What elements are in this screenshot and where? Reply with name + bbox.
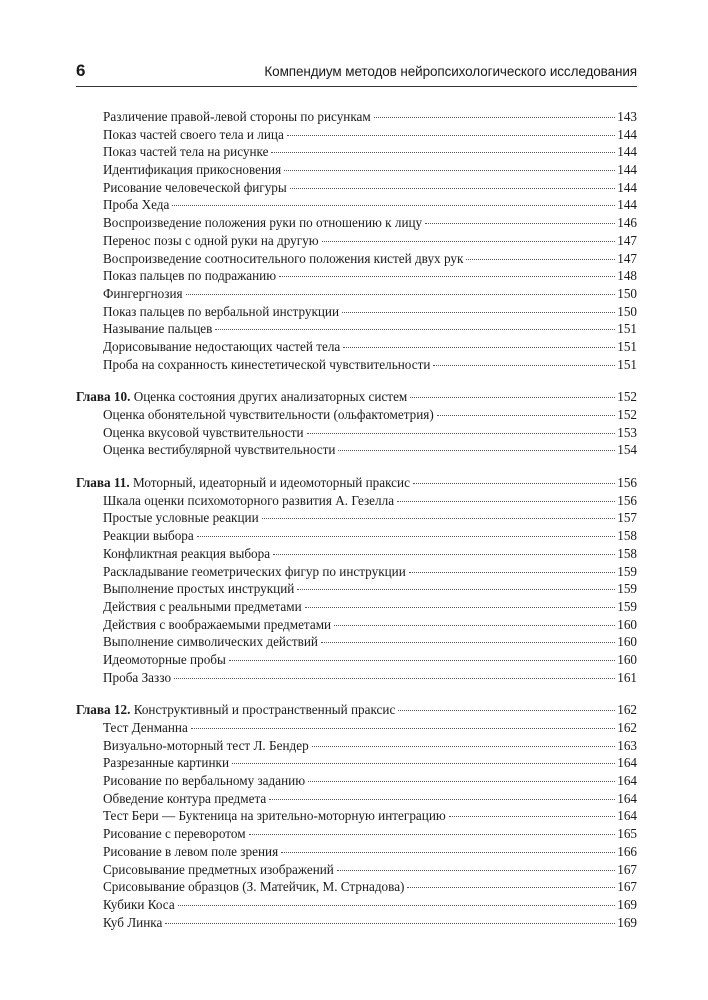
entry-title: Идеомоторные пробы: [103, 651, 226, 667]
dot-leader: [410, 397, 615, 398]
entry-title: Фингергнозия: [103, 285, 183, 301]
entry-page-number: 144: [617, 162, 637, 178]
page-number: 6: [76, 61, 86, 80]
entry-title: Разрезанные картинки: [103, 755, 230, 771]
entry-page-number: 162: [617, 720, 637, 735]
toc-entry[interactable]: [76, 108, 637, 126]
entry-title: Показ частей своего тела и лица: [103, 126, 284, 142]
toc-entry[interactable]: [76, 492, 637, 510]
dot-leader: [342, 312, 615, 313]
dot-leader: [409, 572, 615, 573]
entry-title: Идентификация прикосновения: [103, 162, 282, 178]
entry-title: Тест Бери — Буктеница на зрительно-моторную интеграцию: [103, 808, 446, 824]
chapter-heading: [76, 701, 395, 719]
toc-entry[interactable]: [76, 563, 637, 581]
toc-entry[interactable]: [76, 861, 637, 879]
toc-entry[interactable]: [76, 772, 637, 790]
entry-page-number: 151: [617, 338, 637, 354]
entry-title: Оценка обонятельной чувствительности (ольфактометрия): [103, 407, 434, 422]
toc-entry[interactable]: [76, 633, 637, 651]
chapter-page-number: 162: [617, 702, 637, 718]
dot-leader: [165, 923, 615, 924]
entry-title: Проба Хеда: [103, 197, 170, 213]
toc-entry[interactable]: [76, 807, 637, 825]
entry-title: Воспроизведение положения руки по отношению к лицу: [103, 215, 423, 231]
dot-leader: [297, 589, 615, 590]
entry-page-number: 154: [617, 442, 637, 458]
entry-page-number: 151: [617, 321, 637, 337]
entry-title: Рисование человеческой фигуры: [103, 179, 287, 195]
entry-page-number: 158: [617, 528, 637, 544]
toc-entry[interactable]: [76, 616, 637, 634]
chapter-heading: [76, 388, 407, 406]
entry-page-number: 147: [617, 232, 637, 248]
dot-leader: [273, 554, 615, 555]
entry-page-number: 156: [617, 492, 637, 508]
toc-entry[interactable]: [76, 214, 637, 232]
section-gap: [76, 373, 637, 388]
dot-leader: [322, 241, 616, 242]
toc-entry[interactable]: [76, 338, 637, 356]
chapter-entry[interactable]: [76, 701, 637, 719]
entry-title: Дорисовывание недостающих частей тела: [103, 338, 341, 354]
table-of-contents: [76, 108, 637, 931]
chapter-title: Конструктивный и пространственный праксис: [133, 702, 396, 718]
chapter-entry[interactable]: [76, 388, 637, 406]
entry-title: Обведение контура предмета: [103, 790, 267, 806]
entry-page-number: 163: [617, 737, 637, 753]
entry-title: Срисовывание предметных изображений: [103, 861, 334, 877]
toc-entry[interactable]: [76, 143, 637, 161]
dot-leader: [321, 642, 615, 643]
dot-leader: [191, 728, 615, 729]
toc-entry[interactable]: [76, 285, 637, 303]
toc-entry[interactable]: [76, 250, 637, 268]
toc-entry[interactable]: [76, 267, 637, 285]
dot-leader: [308, 781, 615, 782]
entry-title: Куб Линка: [103, 914, 163, 930]
dot-leader: [271, 152, 615, 153]
toc-entry[interactable]: [76, 406, 637, 424]
entry-page-number: 165: [617, 826, 637, 842]
entry-page-number: 147: [617, 250, 637, 266]
entry-title: Рисование в левом поле зрения: [103, 843, 279, 859]
toc-entry[interactable]: [76, 303, 637, 321]
entry-title: Называние пальцев: [103, 321, 213, 337]
dot-leader: [312, 746, 616, 747]
running-title: Компендиум методов нейропсихологического исследования: [264, 64, 637, 79]
dot-leader: [449, 816, 615, 817]
dot-leader: [172, 205, 615, 206]
entry-title: Оценка вкусовой чувствительности: [103, 424, 304, 440]
entry-page-number: 164: [617, 773, 637, 789]
entry-page-number: 164: [617, 808, 637, 824]
entry-page-number: 160: [617, 634, 637, 650]
dot-leader: [397, 501, 615, 502]
entry-title: Реакции выбора: [103, 528, 194, 544]
entry-title: Срисовывание образцов (З. Матейчик, М. Стрнадова): [103, 879, 405, 895]
dot-leader: [229, 660, 615, 661]
entry-title: Раскладывание геометрических фигур по инструкции: [103, 563, 406, 579]
entry-title: Выполнение символических действий: [103, 634, 318, 650]
entry-page-number: 159: [617, 581, 637, 597]
toc-entry[interactable]: [76, 825, 637, 843]
entry-title: Простые условные реакции: [103, 510, 259, 526]
toc-entry[interactable]: [76, 424, 637, 442]
dot-leader: [466, 259, 615, 260]
page-header: [76, 60, 637, 88]
toc-entry[interactable]: [76, 754, 637, 772]
entry-title: Показ пальцев по вербальной инструкции: [103, 303, 340, 319]
dot-leader: [197, 536, 615, 537]
entry-page-number: 150: [617, 285, 637, 301]
entry-page-number: 164: [617, 755, 637, 771]
dot-leader: [407, 887, 615, 888]
toc-entry[interactable]: [76, 545, 637, 563]
toc-entry[interactable]: [76, 878, 637, 896]
toc-entry[interactable]: [76, 843, 637, 861]
dot-leader: [287, 135, 615, 136]
dot-leader: [307, 433, 616, 434]
chapter-page-number: 156: [617, 475, 637, 491]
toc-entry[interactable]: [76, 896, 637, 914]
entry-title: Показ пальцев по подражанию: [103, 268, 277, 284]
chapter-label: Глава 11.: [76, 475, 130, 491]
entry-page-number: 169: [617, 914, 637, 930]
dot-leader: [334, 625, 615, 626]
dot-leader: [433, 365, 615, 366]
entry-title: Шкала оценки психомоторного развития А. Гезелла: [103, 492, 395, 508]
dot-leader: [337, 870, 615, 871]
entry-page-number: 146: [617, 215, 637, 231]
toc-entry[interactable]: [76, 527, 637, 545]
entry-page-number: 144: [617, 179, 637, 195]
entry-page-number: 161: [617, 669, 637, 685]
dot-leader: [398, 710, 615, 711]
entry-page-number: 150: [617, 303, 637, 319]
toc-entry[interactable]: [76, 651, 637, 669]
entry-title: Рисование с переворотом: [103, 826, 246, 842]
entry-page-number: 166: [617, 843, 637, 859]
entry-title: Конфликтная реакция выбора: [103, 545, 271, 561]
entry-title: Различение правой-левой стороны по рисункам: [103, 109, 371, 124]
dot-leader: [374, 117, 615, 118]
toc-entry[interactable]: [76, 320, 637, 338]
toc-entry[interactable]: [76, 126, 637, 144]
chapter-page-number: 152: [617, 389, 637, 405]
entry-title: Перенос позы с одной руки на другую: [103, 232, 319, 248]
entry-title: Показ частей тела на рисунке: [103, 144, 269, 160]
dot-leader: [186, 294, 616, 295]
entry-page-number: 143: [617, 109, 637, 124]
entry-title: Проба на сохранность кинестетической чувствительности: [103, 356, 431, 372]
entry-page-number: 159: [617, 563, 637, 579]
toc-entry[interactable]: [76, 790, 637, 808]
entry-page-number: 158: [617, 545, 637, 561]
entry-page-number: 157: [617, 510, 637, 526]
toc-entry[interactable]: [76, 441, 637, 459]
entry-title: Тест Денманна: [103, 720, 188, 735]
entry-page-number: 144: [617, 126, 637, 142]
entry-title: Действия с реальными предметами: [103, 598, 302, 614]
entry-page-number: 152: [617, 407, 637, 422]
dot-leader: [249, 834, 616, 835]
entry-page-number: 169: [617, 896, 637, 912]
chapter-label: Глава 12.: [76, 702, 131, 718]
entry-title: Воспроизведение соотносительного положения кистей двух рук: [103, 250, 464, 266]
chapter-label: Глава 10.: [76, 389, 131, 405]
chapter-entry[interactable]: [76, 474, 637, 492]
toc-entry[interactable]: [76, 232, 637, 250]
entry-title: Действия с воображаемыми предметами: [103, 616, 332, 632]
entry-page-number: 164: [617, 790, 637, 806]
dot-leader: [425, 223, 615, 224]
entry-title: Выполнение простых инструкций: [103, 581, 295, 597]
toc-entry[interactable]: [76, 737, 637, 755]
entry-page-number: 153: [617, 424, 637, 440]
dot-leader: [413, 483, 615, 484]
dot-leader: [290, 188, 615, 189]
dot-leader: [269, 799, 615, 800]
entry-page-number: 151: [617, 356, 637, 372]
entry-page-number: 167: [617, 879, 637, 895]
entry-page-number: 148: [617, 268, 637, 284]
header-rule: [76, 86, 637, 87]
dot-leader: [437, 415, 615, 416]
dot-leader: [338, 450, 615, 451]
section-gap: [76, 459, 637, 474]
dot-leader: [279, 276, 615, 277]
dot-leader: [215, 329, 615, 330]
dot-leader: [174, 678, 615, 679]
entry-title: Проба Заззо: [103, 669, 172, 685]
entry-title: Кубики Коса: [103, 896, 175, 912]
toc-entry[interactable]: [76, 196, 637, 214]
toc-entry[interactable]: [76, 356, 637, 374]
toc-entry[interactable]: [76, 914, 637, 932]
dot-leader: [305, 607, 616, 608]
entry-page-number: 144: [617, 197, 637, 213]
chapter-title: Моторный, идеаторный и идеомоторный праксис: [132, 475, 410, 491]
entry-page-number: 159: [617, 598, 637, 614]
toc-entry[interactable]: [76, 509, 637, 527]
dot-leader: [178, 905, 616, 906]
dot-leader: [281, 852, 615, 853]
toc-entry[interactable]: [76, 719, 637, 737]
entry-page-number: 144: [617, 144, 637, 160]
entry-page-number: 160: [617, 651, 637, 667]
chapter-title: Оценка состояния других анализаторных систем: [133, 389, 408, 405]
toc-entry[interactable]: [76, 161, 637, 179]
toc-entry[interactable]: [76, 580, 637, 598]
chapter-heading: [76, 474, 410, 492]
entry-page-number: 160: [617, 616, 637, 632]
dot-leader: [284, 170, 615, 171]
entry-title: Рисование по вербальному заданию: [103, 773, 306, 789]
dot-leader: [262, 518, 616, 519]
toc-entry[interactable]: [76, 179, 637, 197]
section-gap: [76, 686, 637, 701]
toc-entry[interactable]: [76, 669, 637, 687]
dot-leader: [232, 763, 615, 764]
dot-leader: [343, 347, 615, 348]
entry-title: Визуально-моторный тест Л. Бендер: [103, 737, 309, 753]
entry-page-number: 167: [617, 861, 637, 877]
toc-entry[interactable]: [76, 598, 637, 616]
entry-title: Оценка вестибулярной чувствительности: [103, 442, 336, 458]
